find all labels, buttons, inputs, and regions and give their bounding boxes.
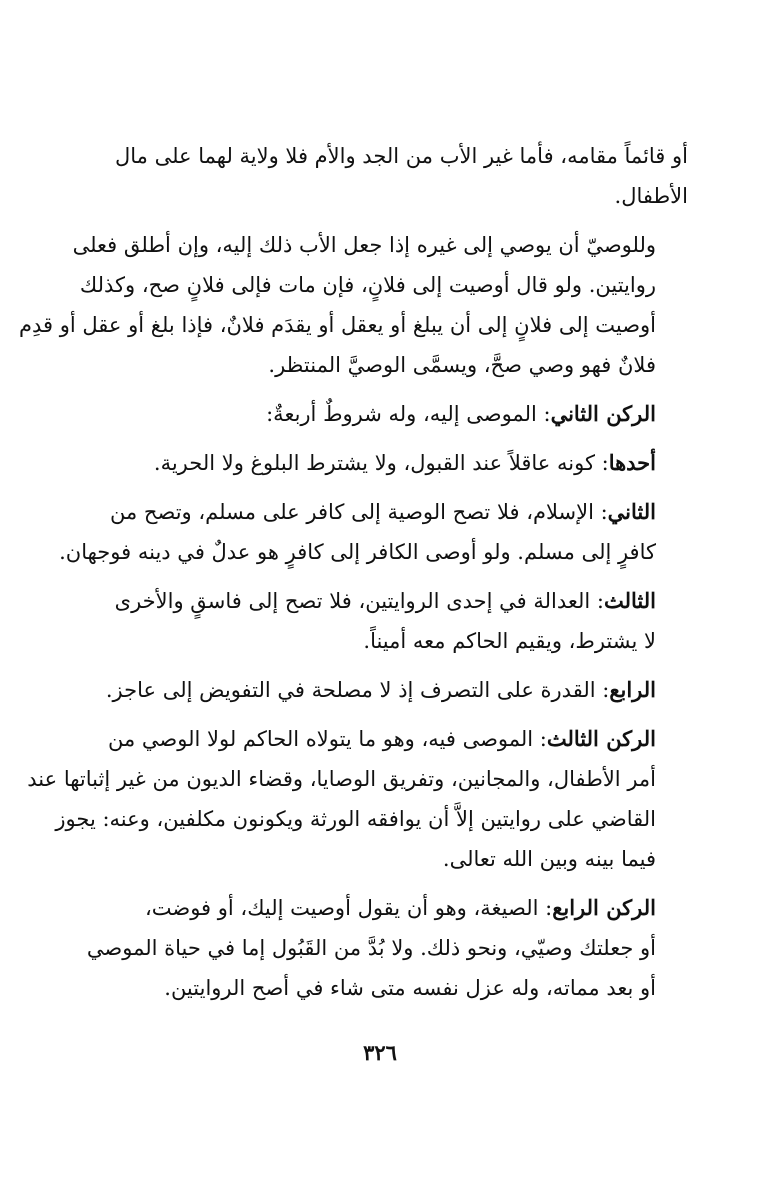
paragraph [59, 492, 688, 572]
paragraph [68, 888, 688, 1008]
text-body [19, 136, 688, 1017]
text-line [19, 305, 688, 345]
text-line [68, 492, 688, 532]
line-text: : العدالة في إحدى الروايتين، فلا تصح إلى فاسقٍ والأخرى [114, 589, 604, 613]
line-text: أوصيت إلى فلانٍ إلى أن يبلغ أو يعقل أو يقدَم فلانٌ، فإذا بلغ أو عقل أو قدِم [19, 313, 656, 337]
line-text: القاضي على روايتين إلاَّ أن يوافقه الورثة ويكونون مكلفين، وعنه: يجوز [55, 807, 656, 831]
section-heading: أحدها [608, 450, 656, 475]
page-number: ٣٢٦ [363, 1040, 397, 1065]
paragraph [68, 581, 688, 661]
paragraph [27, 719, 688, 879]
paragraph [68, 670, 688, 710]
line-text: أو قائماً مقامه، فأما غير الأب من الجد والأم فلا ولاية لهما على مال [115, 144, 688, 168]
text-line [27, 759, 688, 799]
paragraph [68, 136, 688, 216]
line-text: : كونه عاقلاً عند القبول، ولا يشترط البلوغ ولا الحرية. [153, 451, 609, 475]
text-line [68, 719, 688, 759]
line-text: : الإسلام، فلا تصح الوصية إلى كافر على مسلم، وتصح من [110, 500, 608, 524]
text-line [68, 839, 688, 879]
text-line [68, 670, 688, 710]
line-text: وللوصيّ أن يوصي إلى غيره إذا جعل الأب ذلك إليه، وإن أطلق فعلى [72, 233, 656, 257]
text-line [68, 928, 688, 968]
line-text: فيما بينه وبين الله تعالى. [442, 847, 656, 871]
line-text: : الموصى إليه، وله شروطٌ أربعةٌ: [266, 402, 551, 426]
text-line [68, 621, 688, 661]
section-heading: الثالث [604, 588, 656, 613]
section-heading: الثاني [607, 499, 656, 524]
text-line [68, 968, 688, 1008]
text-line [68, 265, 688, 305]
line-text: روايتين. ولو قال أوصيت إلى فلانٍ، فإن مات فإلى فلانٍ صح، وكذلك [79, 273, 656, 297]
section-heading: الركن الثالث [546, 726, 656, 751]
text-line [68, 394, 688, 434]
text-line [68, 443, 688, 483]
section-heading: الركن الثاني [550, 401, 656, 426]
text-line [68, 176, 688, 216]
section-heading: الرابع [609, 677, 656, 702]
line-text: أو جعلتك وصيّي، ونحو ذلك. ولا بُدَّ من القَبُول إما في حياة الموصي [86, 936, 656, 960]
text-line [55, 799, 688, 839]
text-line [68, 225, 688, 265]
section-heading: الركن الرابع [552, 895, 656, 920]
line-text: : الصيغة، وهو أن يقول أوصيت إليك، أو فوضت، [144, 896, 553, 920]
line-text: : الموصى فيه، وهو ما يتولاه الحاكم لولا الوصي من [108, 727, 547, 751]
line-text: أمر الأطفال، والمجانين، وتفريق الوصايا، وقضاء الديون من غير إثباتها عند [27, 767, 656, 791]
text-line [59, 532, 688, 572]
text-line [68, 888, 688, 928]
text-line [68, 581, 688, 621]
line-text: الأطفال. [614, 184, 688, 208]
line-text: فلانٌ فهو وصي صحَّ، ويسمَّى الوصيَّ المنتظر. [268, 353, 656, 377]
paragraph [68, 443, 688, 483]
text-line [68, 345, 688, 385]
line-text: كافرٍ إلى مسلم. ولو أوصى الكافر إلى كافرٍ هو عدلٌ في دينه فوجهان. [59, 540, 656, 564]
paragraph [68, 394, 688, 434]
line-text: أو بعد مماته، وله عزل نفسه متى شاء في أصح الروايتين. [164, 976, 656, 1000]
line-text: : القدرة على التصرف إذ لا مصلحة في التفويض إلى عاجز. [105, 678, 610, 702]
line-text: لا يشترط، ويقيم الحاكم معه أميناً. [363, 629, 656, 653]
text-line [68, 136, 688, 176]
paragraph [19, 225, 688, 385]
